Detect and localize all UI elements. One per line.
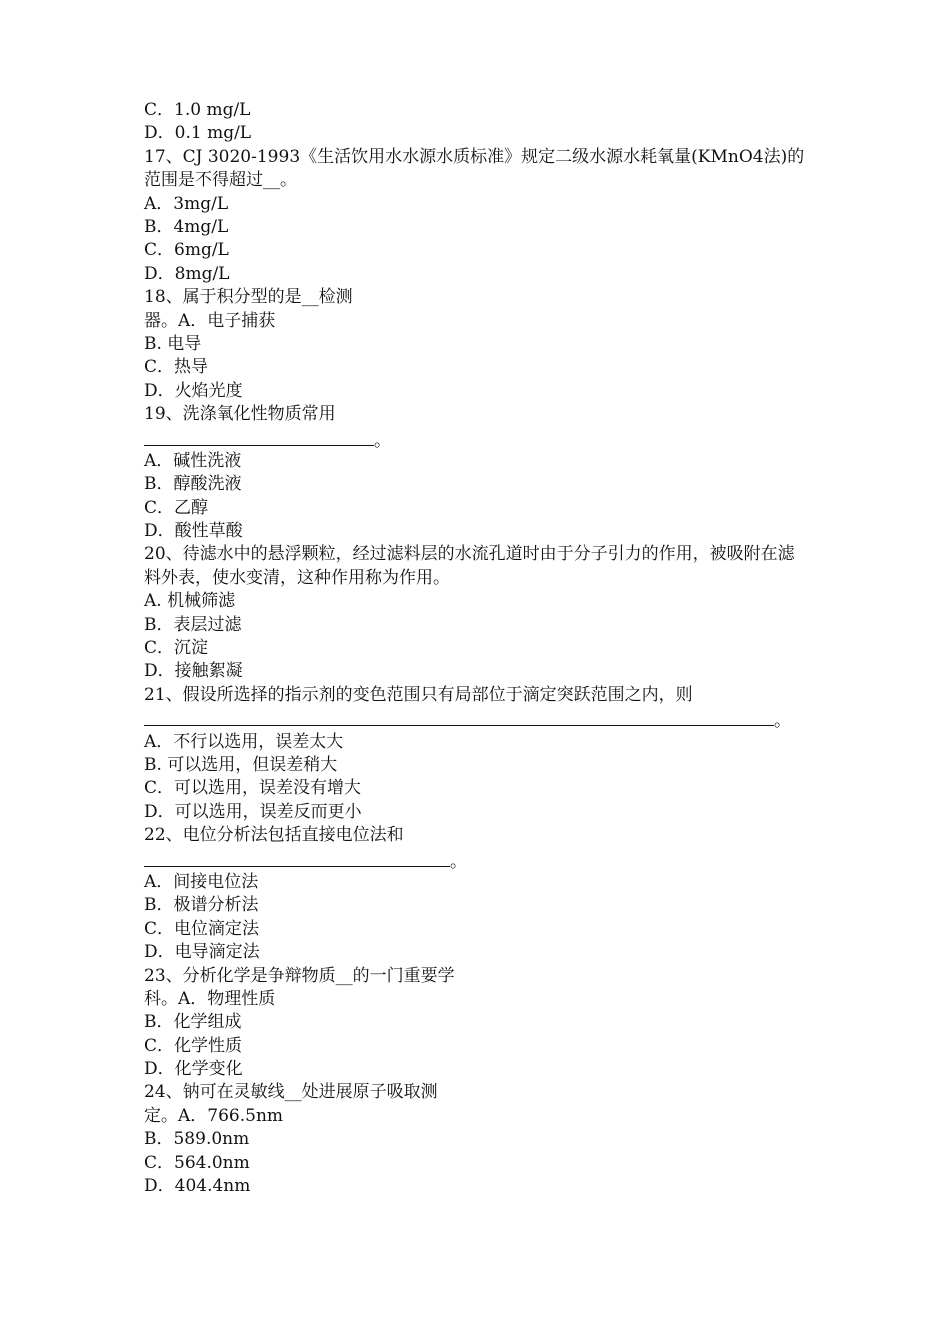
fill-in-blank: [144, 848, 450, 867]
option-d: D．酸性草酸: [144, 521, 243, 542]
question-22: 22、电位分析法包括直接电位法和: [144, 825, 404, 846]
option-d: D．8mg/L: [144, 263, 230, 284]
question-20: 20、待滤水中的悬浮颗粒，经过滤料层的水流孔道时由于分子引力的作用，被吸附在滤料外表，使水变清，这种作用称为作用。: [144, 544, 795, 588]
option-a: A. 机械筛滤: [144, 591, 236, 612]
option-d: D．接触絮凝: [144, 661, 243, 682]
document-body: [144, 99, 810, 1198]
option-c: C．1.0 mg/L: [144, 100, 251, 120]
option-b: B．化学组成: [144, 1012, 242, 1033]
option-c: C．可以选用，误差没有增大: [144, 778, 362, 799]
option-c: C．热导: [144, 357, 209, 378]
answer-blank-line: [144, 848, 810, 871]
question-18: 18、属于积分型的是__检测: [144, 287, 353, 308]
question-23-continued: 科。A．物理性质: [144, 988, 276, 1009]
question-23: 23、分析化学是争辩物质__的一门重要学: [144, 965, 455, 986]
option-b: B．醇酸洗液: [144, 474, 242, 495]
blank-terminator: 。: [774, 711, 791, 732]
option-b: B. 可以选用，但误差稍大: [144, 755, 338, 775]
question-24-continued: 定。A．766.5nm: [144, 1105, 284, 1126]
blank-terminator: 。: [374, 430, 391, 451]
answer-blank-line: [144, 707, 810, 730]
option-c: C．乙醇: [144, 497, 209, 518]
option-c: C．6mg/L: [144, 240, 229, 261]
option-b: B．极谱分析法: [144, 895, 259, 916]
fill-in-blank: [144, 427, 374, 446]
option-b: B. 电导: [144, 333, 202, 354]
option-c: C．化学性质: [144, 1035, 243, 1056]
option-d: D．电导滴定法: [144, 942, 260, 963]
question-17: 17、CJ 3020-1993《生活饮用水水源水质标准》规定二级水源水耗氧量(KMnO4法)的范围是不得超过__。: [144, 146, 805, 191]
option-b: B．589.0nm: [144, 1129, 250, 1150]
option-d: D．0.1 mg/L: [144, 123, 252, 144]
option-a: A．3mg/L: [144, 193, 229, 214]
option-d: D．火焰光度: [144, 380, 243, 401]
option-a: A．间接电位法: [144, 871, 259, 892]
question-21: 21、假设所选择的指示剂的变色范围只有局部位于滴定突跃范围之内，则: [144, 684, 693, 705]
option-b: B．表层过滤: [144, 614, 242, 635]
option-a: A．不行以选用，误差太大: [144, 731, 344, 752]
option-d: D．可以选用，误差反而更小: [144, 801, 362, 822]
question-18-continued: 器。A．电子捕获: [144, 310, 276, 331]
option-d: D．化学变化: [144, 1059, 243, 1080]
option-c: C．沉淀: [144, 638, 209, 659]
option-a: A．碱性洗液: [144, 450, 242, 471]
question-24: 24、钠可在灵敏线__处进展原子吸取测: [144, 1082, 438, 1103]
question-19: 19、洗涤氧化性物质常用: [144, 404, 336, 425]
option-b: B．4mg/L: [144, 216, 229, 237]
blank-terminator: 。: [450, 851, 467, 872]
option-c: C．564.0nm: [144, 1152, 250, 1173]
option-d: D．404.4nm: [144, 1176, 251, 1197]
option-c: C．电位滴定法: [144, 918, 260, 939]
fill-in-blank: [144, 707, 774, 726]
answer-blank-line: [144, 427, 810, 450]
